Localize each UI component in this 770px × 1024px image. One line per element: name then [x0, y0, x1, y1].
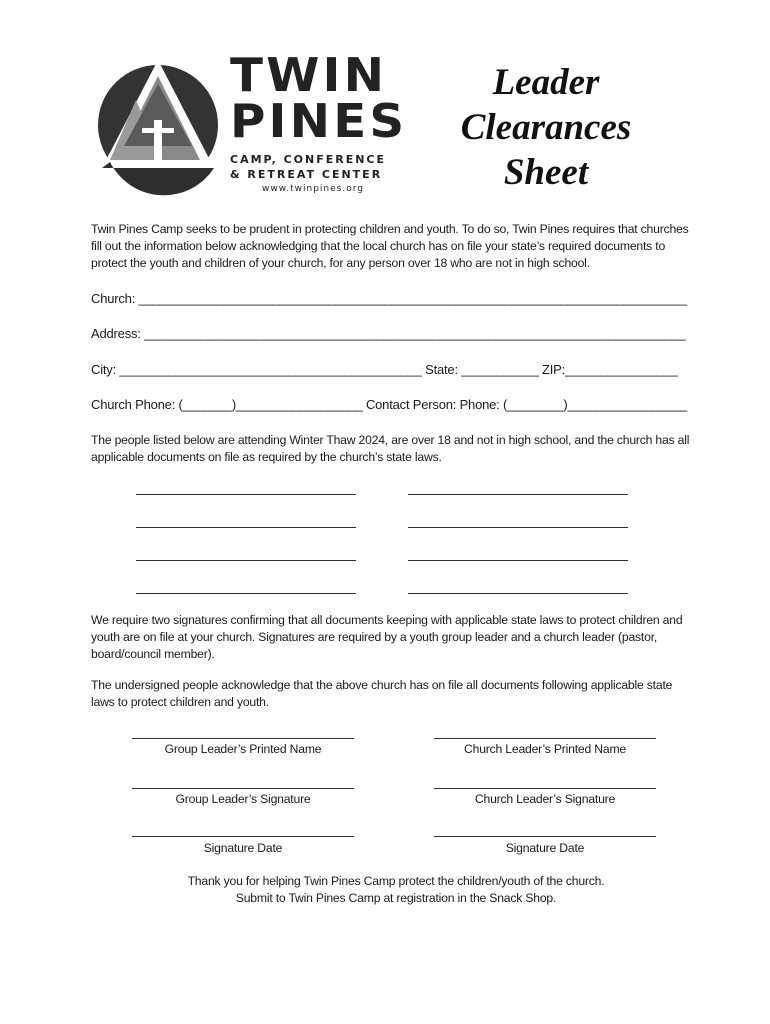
acknowledgement-paragraph: The undersigned people acknowledge that the above church has on file all documents following applicable state laws to protect children and youth. [91, 678, 673, 709]
intro-paragraph: Twin Pines Camp seeks to be prudent in protecting children and youth. To do so, Twin Pines requires that churches fill out the information below acknowledging that the local church has on file your state’s required documents to protect the youth and children of your church, for any person over 18 who are not in high school. [91, 222, 689, 270]
church-leader-date-label: Signature Date [505, 841, 585, 855]
title-line-3: Sheet [503, 152, 589, 193]
phone-contact-field[interactable]: Church Phone: (_______)__________________ Contact Person: Phone: (________)_________________ [91, 397, 688, 412]
brand-url: www.twinpines.org [262, 184, 364, 194]
attending-statement: The people listed below are attending Winter Thaw 2024, are over 18 and not in high school, and the church has all applicable documents on file as required by the church’s state laws. [91, 433, 690, 464]
closing-message [91, 873, 701, 907]
document-title [436, 60, 656, 195]
brand-subtitle-1: CAMP, CONFERENCE [230, 153, 387, 166]
group-leader-date-line[interactable] [132, 836, 354, 837]
attendee-line-5[interactable] [136, 560, 356, 561]
brand-line-2: PINES [230, 94, 408, 148]
attendee-line-2[interactable] [408, 494, 628, 495]
city-state-zip-field[interactable]: City: ___________________________________________ State: ___________ ZIP:________________ [91, 362, 678, 377]
brand-line-1: TWIN [230, 48, 388, 102]
group-leader-signature-line[interactable] [132, 788, 354, 789]
church-field[interactable]: Church: ______________________________________________________________________________ [91, 291, 687, 306]
attendee-line-3[interactable] [136, 527, 356, 528]
church-leader-signature-label: Church Leader’s Signature [474, 792, 616, 806]
group-leader-signature-label: Group Leader’s Signature [175, 792, 311, 806]
address-field[interactable]: Address: _____________________________________________________________________________ [91, 326, 686, 341]
twin-pines-tree-logo-icon [96, 50, 226, 200]
group-leader-printed-name-line[interactable] [132, 738, 354, 739]
group-leader-date-label: Signature Date [203, 841, 283, 855]
title-line-1: Leader [492, 62, 600, 103]
closing-line-2: Submit to Twin Pines Camp at registration in the Snack Shop. [235, 891, 557, 905]
church-leader-date-line[interactable] [434, 836, 656, 837]
signature-requirement: We require two signatures confirming that all documents keeping with applicable state laws to protect children and youth are on file at your church. Signatures are required by a youth group leader and a church leader (pastor, board/council member). [91, 613, 683, 661]
church-leader-printed-name-line[interactable] [434, 738, 656, 739]
twin-pines-logo [96, 48, 408, 200]
church-leader-printed-name-label: Church Leader’s Printed Name [464, 742, 626, 756]
church-leader-signature-line[interactable] [434, 788, 656, 789]
attendee-line-6[interactable] [408, 560, 628, 561]
attendee-line-4[interactable] [408, 527, 628, 528]
title-line-2: Clearances [460, 107, 632, 148]
brand-subtitle-2: & RETREAT CENTER [230, 168, 383, 181]
attendee-line-1[interactable] [136, 494, 356, 495]
closing-line-1: Thank you for helping Twin Pines Camp protect the children/youth of the church. [187, 874, 605, 888]
attendee-line-8[interactable] [408, 593, 628, 594]
group-leader-printed-name-label: Group Leader’s Printed Name [164, 742, 322, 756]
attendee-line-7[interactable] [136, 593, 356, 594]
